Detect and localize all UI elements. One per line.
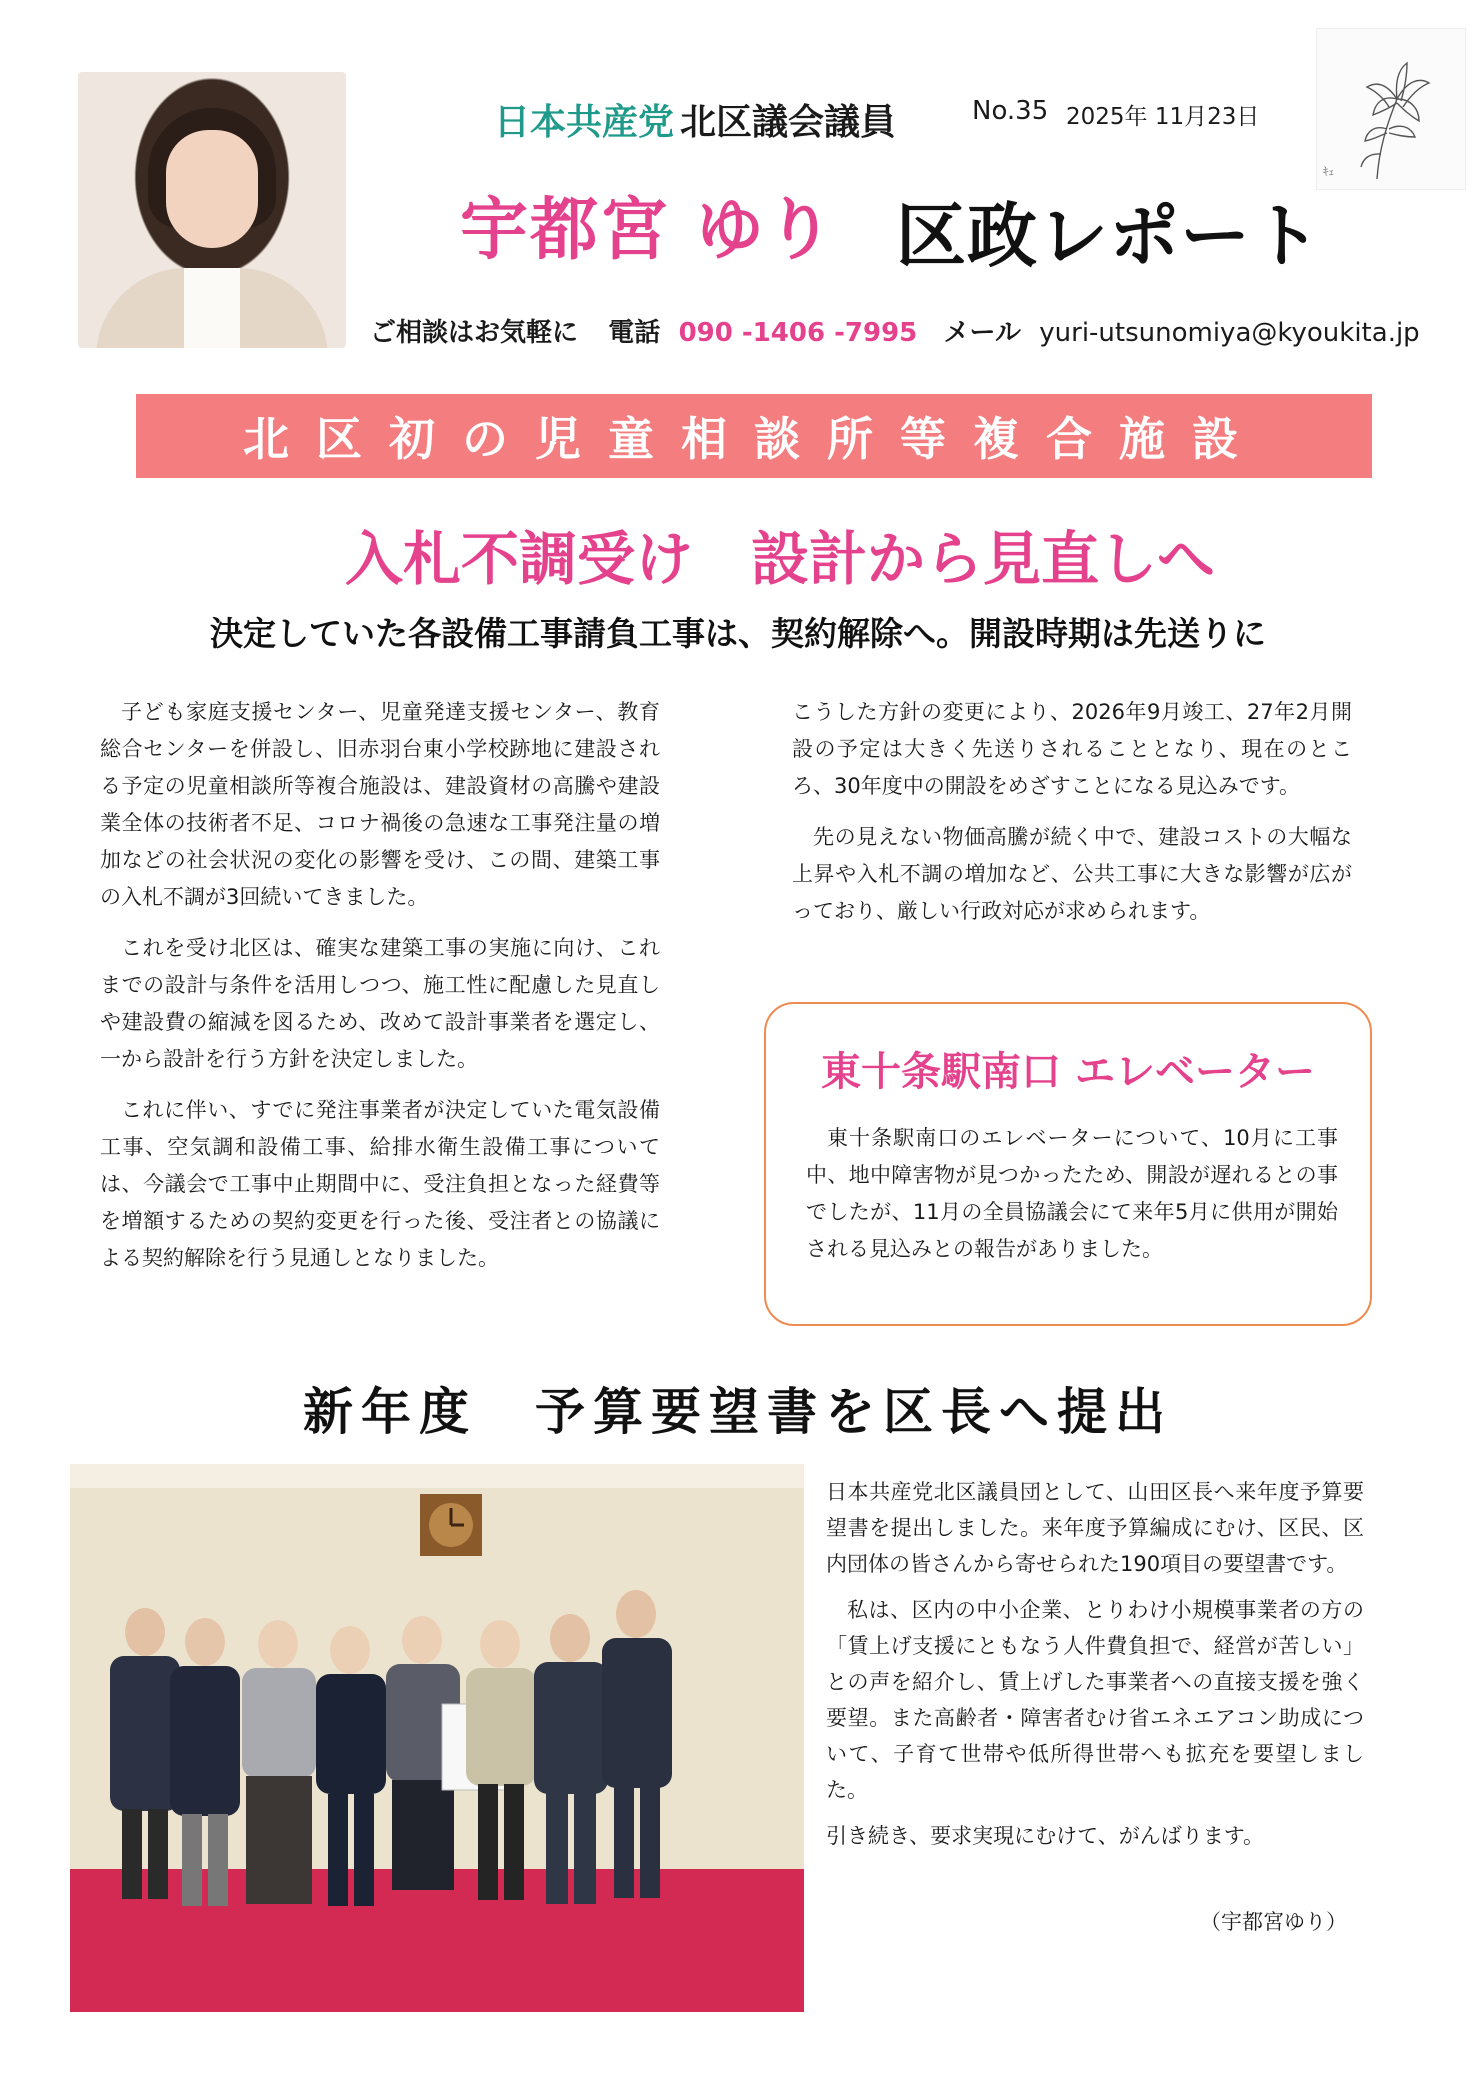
author-signature: （宇都宮ゆり） bbox=[1200, 1910, 1347, 1934]
issue-number: No.35 bbox=[972, 96, 1049, 126]
council-position: 北区議会議員 bbox=[680, 102, 897, 143]
mail-label: メール bbox=[943, 318, 1021, 348]
section2-column bbox=[826, 1474, 1364, 1864]
contact-line bbox=[370, 312, 1420, 349]
section1-subhead: 決定していた各設備工事請負工事は、契約解除へ。開設時期は先送りに bbox=[210, 614, 1266, 653]
councilor-name: 宇都宮 ゆり bbox=[460, 191, 836, 270]
elevator-notice-box bbox=[764, 1002, 1372, 1326]
report-title: 区政レポート bbox=[896, 195, 1322, 277]
contact-lead: ご相談はお気軽に bbox=[370, 318, 579, 348]
budget-request-photo bbox=[70, 1464, 804, 2012]
mail-address[interactable]: yuri-utsunomiya@kyoukita.jp bbox=[1039, 318, 1420, 348]
section1-left-column bbox=[100, 694, 660, 1291]
article-paragraph: こうした方針の変更により、2026年9月竣工、27年2月開設の予定は大きく先送りされることとなり、現在のところ、30年度中の開設をめざすことになる見込みです。 bbox=[792, 700, 1352, 798]
article-paragraph: これに伴い、すでに発注事業者が決定していた電気設備工事、空気調和設備工事、給排水衛生設備工事については、今議会で工事中止期間中に、受注負担となった経費等を増額するための契約変更を行った後、受注者との協議による契約解除を行う見通しとなりました。 bbox=[100, 1098, 660, 1270]
article-paragraph: 子ども家庭支援センター、児童発達支援センター、教育総合センターを併設し、旧赤羽台東小学校跡地に建設される予定の児童相談所等複合施設は、建設資材の高騰や建設業全体の技術者不足、コロナ禍後の急速な工事発注量の増加などの社会状況の変化の影響を受け、この間、建築工事の入札不調が3回続いてきました。 bbox=[100, 700, 660, 909]
article-paragraph: 私は、区内の中小企業、とりわけ小規模事業者の方の「賃上げ支援にともなう人件費負担で、経営が苦しい」との声を紹介し、賃上げした事業者への直接支援を強く要望。また高齢者・障害者むけ省エネエアコン助成について、子育て世帯や低所得世帯へも拡充を要望しました。 bbox=[826, 1598, 1364, 1802]
article-paragraph: 日本共産党北区議員団として、山田区長へ来年度予算要望書を提出しました。来年度予算編成にむけ、区民、区内団体の皆さんから寄せられた190項目の要望書です。 bbox=[826, 1480, 1364, 1576]
section1-headline: 入札不調受け 設計から見直しへ bbox=[344, 525, 1215, 593]
section2-title: 新年度 予算要望書を区長へ提出 bbox=[303, 1383, 1173, 1441]
party-name: 日本共産党 bbox=[494, 102, 675, 143]
elevator-notice-body: 東十条駅南口のエレベーターについて、10月に工事中、地中障害物が見つかったため、開設が遅れるとの事でしたが、11月の全員協議会にて来年5月に供用が開始される見込みとの報告がありました。 bbox=[806, 1126, 1338, 1261]
issue-date: 2025年 11月23日 bbox=[1066, 104, 1260, 130]
article-paragraph: これを受け北区は、確実な建築工事の実施に向け、これまでの設計与条件を活用しつつ、施工性に配慮した見直しや建設費の縮減を図るため、改めて設計事業者を選定し、一から設計を行う方針を決定しました。 bbox=[100, 936, 660, 1071]
councilor-portrait bbox=[78, 72, 346, 348]
article-paragraph: 引き続き、要求実現にむけて、がんばります。 bbox=[826, 1824, 1265, 1848]
article-paragraph: 先の見えない物価高騰が続く中で、建設コストの大幅な上昇や入札不調の増加など、公共工事に大きな影響が広がっており、厳しい行政対応が求められます。 bbox=[792, 825, 1352, 923]
elevator-notice-title: 東十条駅南口 エレベーター bbox=[821, 1049, 1315, 1095]
phone-number[interactable]: 090 -1406 -7995 bbox=[678, 318, 918, 348]
section1-right-column bbox=[792, 694, 1352, 944]
phone-label: 電話 bbox=[608, 318, 661, 348]
section1-banner: 北区初の児童相談所等複合施設 bbox=[136, 394, 1372, 478]
svg-text:ｷｪ: ｷｪ bbox=[1323, 165, 1334, 178]
lily-illustration bbox=[1316, 28, 1466, 190]
